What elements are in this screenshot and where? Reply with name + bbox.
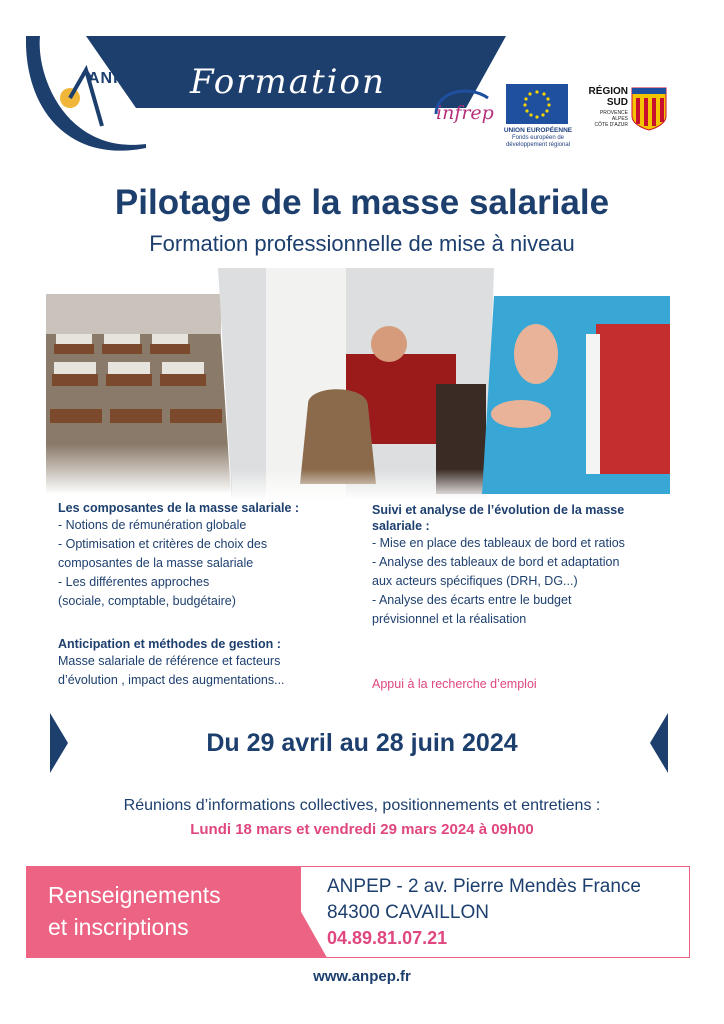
reunions-text: Réunions d’informations collectives, positionnements et entretiens :: [123, 797, 601, 814]
eu-caption: [502, 127, 574, 149]
region-sub3: CÔTE D'AZUR: [594, 122, 628, 128]
contact-label-line1: Renseignements: [48, 882, 221, 908]
region-line2: SUD: [606, 97, 628, 108]
region-sub1: PROVENCE: [599, 110, 628, 116]
meeting-photo: [218, 268, 494, 500]
infrep-logo-text: infrep: [436, 102, 494, 124]
region-subtitle: [572, 110, 628, 128]
composantes-line: - Optimisation et critères de choix des: [58, 537, 268, 551]
address-line1: ANPEP - 2 av. Pierre Mendès France: [327, 876, 641, 897]
eu-sub: Fonds européen de développement régional: [505, 135, 571, 148]
composantes-section: [58, 500, 358, 611]
suivi-line: - Mise en place des tableaux de bord et ratios: [372, 536, 625, 550]
address-line2: 84300 CAVAILLON: [327, 902, 489, 923]
appui-emploi: Appui à la recherche d’emploi: [372, 677, 537, 691]
suivi-heading: Suivi et analyse de l’évolution de la masse: [372, 503, 625, 517]
eu-label: UNION EUROPÉENNE: [503, 127, 573, 134]
suivi-section: [372, 502, 672, 629]
suivi-line: - Analyse des tableaux de bord et adaptation: [372, 555, 620, 569]
contact-address: [327, 874, 641, 926]
region-crest-icon: [630, 86, 668, 132]
composantes-heading: Les composantes de la masse salariale :: [58, 501, 300, 515]
composantes-line: composantes de la masse salariale: [58, 556, 254, 570]
page-title: Pilotage de la masse salariale: [114, 183, 610, 222]
composantes-line: - Notions de rémunération globale: [58, 518, 247, 532]
hand-photo: [482, 296, 670, 494]
composantes-line: (sociale, comptable, budgétaire): [58, 594, 236, 608]
region-sub2: ALPES: [611, 116, 628, 122]
anticipation-section: [58, 636, 358, 690]
composantes-line: - Les différentes approches: [58, 575, 210, 589]
contact-label-line2: et inscriptions: [48, 914, 189, 940]
suivi-line: aux acteurs spécifiques (DRH, DG...): [372, 574, 578, 588]
banner-label: Formation: [190, 62, 386, 102]
brand-name: ANPEP: [88, 70, 149, 87]
reunion-dates: Lundi 18 mars et vendredi 29 mars 2024 à 09h00: [190, 821, 534, 838]
training-period: Du 29 avril au 28 juin 2024: [206, 729, 518, 757]
contact-label: [48, 879, 221, 943]
anticipation-line: d’évolution , impact des augmentations...: [58, 673, 285, 687]
office-photo: [46, 294, 231, 494]
region-line1: RÉGION: [588, 86, 628, 97]
website-link[interactable]: www.anpep.fr: [313, 968, 411, 985]
suivi-line: prévisionnel et la réalisation: [372, 612, 527, 626]
eu-flag-icon: [506, 84, 568, 124]
page-subtitle: Formation professionnelle de mise à niveau: [149, 231, 575, 256]
contact-phone[interactable]: 04.89.81.07.21: [327, 928, 448, 948]
anticipation-heading: Anticipation et méthodes de gestion :: [58, 637, 281, 651]
anticipation-line: Masse salariale de référence et facteurs: [58, 654, 281, 668]
region-name: [572, 86, 628, 108]
suivi-line: - Analyse des écarts entre le budget: [372, 593, 572, 607]
suivi-heading-cont: salariale :: [372, 519, 430, 533]
